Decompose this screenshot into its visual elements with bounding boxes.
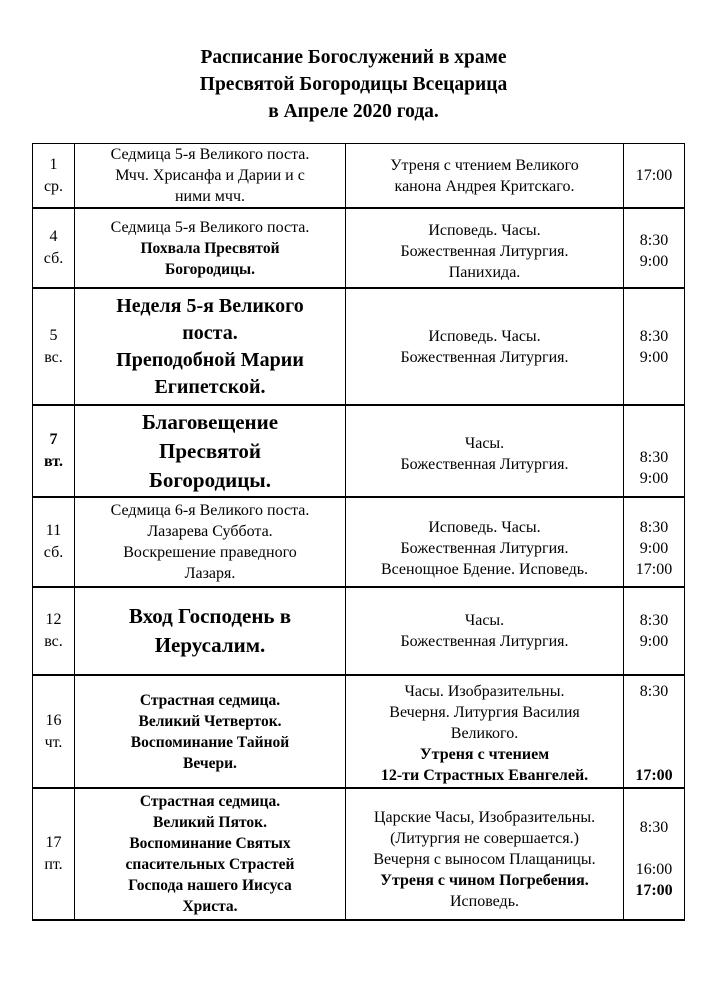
feast-line: Великий Пяток. (153, 814, 267, 831)
feast-cell (75, 497, 346, 587)
feast-line: Воспоминание Святых (129, 835, 291, 852)
feast-line: спасительных Страстей (125, 856, 295, 873)
date-cell (33, 497, 75, 587)
times-cell (624, 788, 685, 920)
service-line: Утреня с чином Погребения. (380, 871, 589, 889)
date-cell (33, 675, 75, 788)
weekday: вт. (44, 453, 63, 470)
schedule-table (32, 143, 685, 921)
weekday: сб. (43, 544, 64, 561)
weekday: сб. (43, 250, 64, 267)
service-line: Божественная Литургия. (400, 633, 569, 650)
table-row (33, 497, 685, 587)
service-time: 9:00 (639, 348, 669, 366)
service-time: 17:00 (635, 167, 673, 184)
feast-cell (75, 587, 346, 675)
services-cell (346, 497, 624, 587)
date-cell (33, 144, 75, 209)
times-cell (624, 144, 685, 209)
services-cell (346, 675, 624, 788)
feast-line: Седмица 5-я Великого поста. (110, 218, 310, 236)
feast-line: Страстная седмица. (139, 691, 281, 709)
day-number: 17 (45, 834, 62, 851)
services-cell (346, 788, 624, 920)
service-line: (Литургия не совершается.) (390, 829, 579, 847)
service-line: Царские Часы, Изобразительны. (373, 808, 596, 826)
day-number: 16 (45, 711, 62, 729)
date-cell (33, 288, 75, 405)
service-line: канона Андрея Критскаго. (394, 177, 575, 195)
service-line: Часы. Изобразительны. (404, 682, 565, 700)
date-cell (33, 788, 75, 920)
service-line: Утреня с чтением (419, 745, 550, 763)
times-cell (624, 208, 685, 288)
date-cell (33, 405, 75, 497)
times-cell (624, 405, 685, 497)
service-line: Божественная Литургия. (400, 242, 569, 260)
feast-line: Египетской. (154, 375, 266, 398)
feast-line: поста. (182, 321, 238, 344)
service-time: 16:00 (635, 861, 673, 878)
weekday: вс. (44, 348, 63, 366)
service-line: Исповедь. Часы. (428, 518, 541, 536)
feast-line: Воспоминание Тайной (130, 733, 290, 751)
service-line: Великого. (450, 724, 519, 742)
services-cell (346, 405, 624, 497)
service-line: Исповедь. (449, 892, 519, 910)
feast-line: Лазаря. (184, 565, 236, 582)
table-row (33, 788, 685, 920)
date-cell (33, 208, 75, 288)
feast-cell (75, 405, 346, 497)
day-number: 4 (49, 228, 58, 245)
feast-line: Похвала Пресвятой (140, 239, 280, 257)
service-time: 8:30 (639, 232, 669, 249)
day-number: 5 (49, 326, 58, 344)
service-line: Божественная Литургия. (400, 539, 569, 557)
feast-line: Христа. (182, 898, 238, 915)
table-row (33, 675, 685, 788)
feast-line: ними мчч. (174, 188, 246, 205)
weekday: ср. (43, 177, 64, 195)
service-time: 8:30 (639, 518, 669, 536)
table-row (33, 405, 685, 497)
table-row (33, 587, 685, 675)
service-time: 8:30 (639, 682, 669, 700)
feast-line: Иерусалим. (154, 633, 266, 657)
times-cell (624, 675, 685, 788)
table-row (33, 288, 685, 405)
service-time: 9:00 (639, 253, 669, 270)
feast-line: Лазарева Суббота. (147, 523, 273, 540)
feast-cell (75, 675, 346, 788)
weekday: чт. (44, 733, 63, 751)
services-cell (346, 587, 624, 675)
service-time: 8:30 (639, 449, 669, 466)
weekday: вс. (44, 633, 63, 650)
feast-line: Вечери. (183, 754, 237, 772)
feast-line: Великий Четверток. (138, 712, 282, 730)
feast-line: Мчч. Хрисанфа и Дарии и с (115, 167, 305, 184)
times-cell (624, 587, 685, 675)
feast-line: Богородицы. (164, 260, 255, 278)
feast-cell (75, 788, 346, 920)
service-time: 9:00 (639, 539, 669, 557)
date-cell (33, 587, 75, 675)
feast-cell (75, 208, 346, 288)
weekday: пт. (44, 856, 63, 873)
feast-cell (75, 288, 346, 405)
title-line-3: в Апреле 2020 года. (268, 101, 439, 122)
feast-line: Благовещение (141, 409, 279, 434)
service-time: 17:00 (635, 882, 673, 899)
page-title (0, 44, 707, 125)
feast-cell (75, 144, 346, 209)
service-line: Панихида. (448, 263, 521, 281)
day-number: 7 (49, 431, 58, 448)
title-line-2: Пресвятой Богородицы Всецарица (199, 74, 508, 95)
times-cell (624, 288, 685, 405)
service-line: Вечерня с выносом Плащаницы. (373, 850, 596, 868)
feast-line: Вход Господень в (128, 604, 292, 628)
service-time: 8:30 (639, 819, 669, 836)
feast-line: Богородицы. (149, 467, 271, 492)
feast-line: Седмица 6-я Великого поста. (110, 502, 310, 519)
service-line: Всенощное Бдение. Исповедь. (380, 560, 589, 578)
day-number: 11 (45, 522, 62, 539)
service-time: 8:30 (639, 327, 669, 345)
service-line: Божественная Литургия. (400, 348, 569, 366)
feast-line: Господа нашего Иисуса (128, 877, 292, 894)
service-time: 8:30 (639, 612, 669, 629)
table-row (33, 208, 685, 288)
day-number: 12 (45, 611, 62, 628)
feast-line: Неделя 5-я Великого (116, 294, 304, 317)
feast-line: Пресвятой (159, 438, 261, 463)
service-line: Божественная Литургия. (400, 456, 569, 473)
service-line: Исповедь. Часы. (428, 221, 541, 239)
table-row (33, 144, 685, 209)
service-line: Часы. (464, 435, 505, 452)
service-line: Вечерня. Литургия Василия (389, 703, 580, 721)
service-line: Исповедь. Часы. (428, 327, 541, 345)
services-cell (346, 144, 624, 209)
service-line: Часы. (464, 612, 505, 629)
feast-line: Преподобной Марии (116, 348, 304, 371)
services-cell (346, 208, 624, 288)
services-cell (346, 288, 624, 405)
day-number: 1 (49, 155, 58, 173)
title-line-1: Расписание Богослужений в храме (200, 47, 507, 68)
service-line: 12-ти Страстных Евангелей. (380, 766, 589, 784)
feast-line: Страстная седмица. (139, 793, 281, 810)
feast-line: Воскрешение праведного (123, 544, 297, 561)
service-time: 17:00 (635, 766, 673, 784)
service-time: 17:00 (635, 560, 673, 578)
service-time: 9:00 (639, 470, 669, 487)
feast-line: Седмица 5-я Великого поста. (110, 146, 310, 163)
times-cell (624, 497, 685, 587)
service-time: 9:00 (639, 633, 669, 650)
service-line: Утреня с чтением Великого (390, 156, 579, 174)
